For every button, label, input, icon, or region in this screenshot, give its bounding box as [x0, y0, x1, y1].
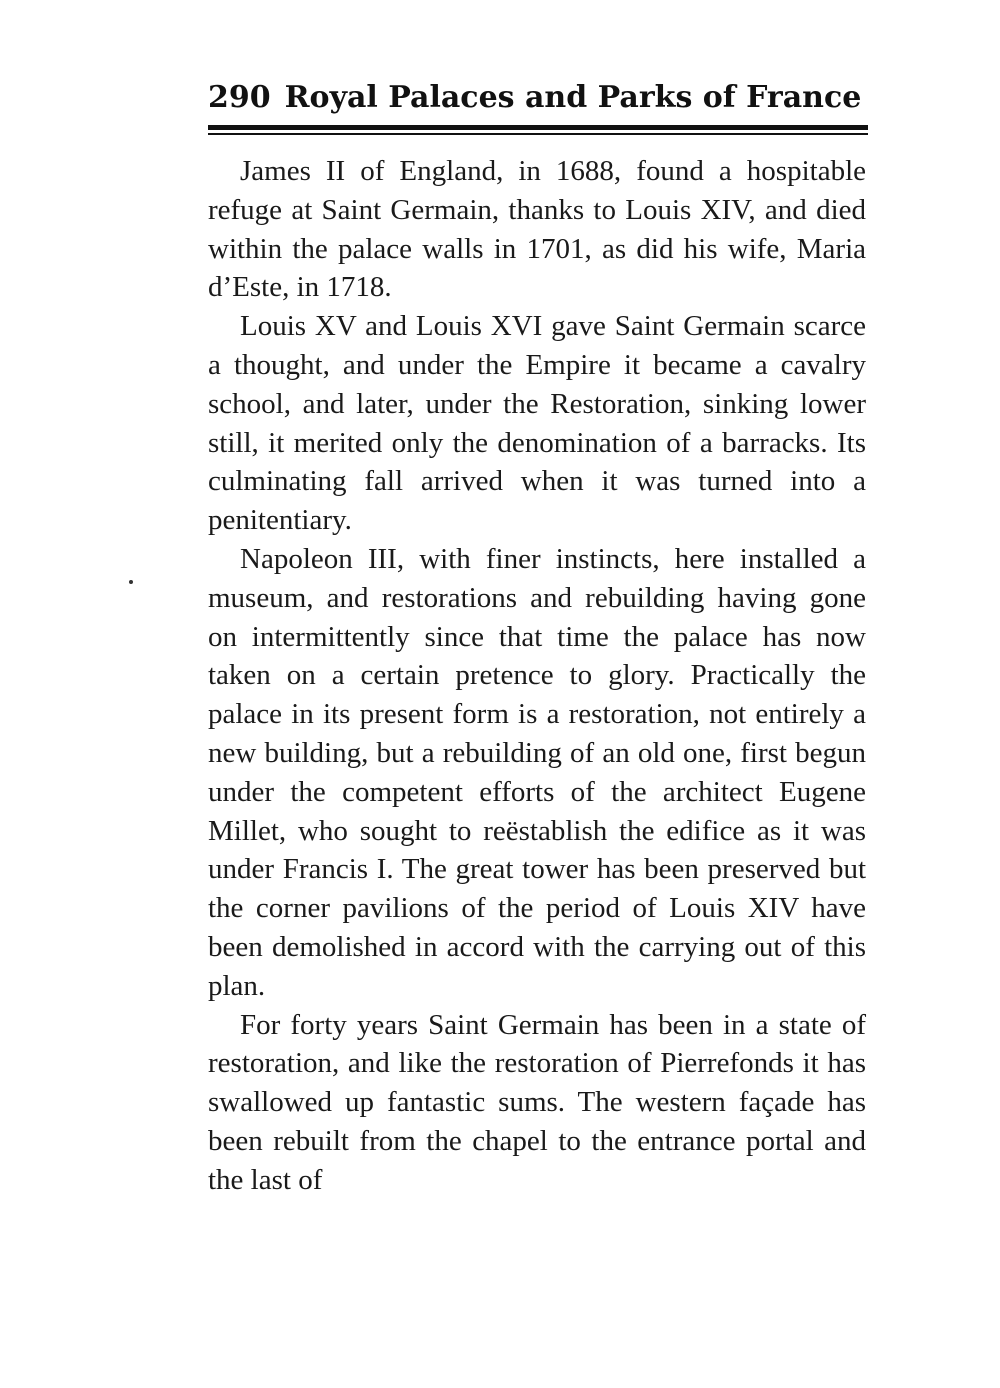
- scan-speck: [129, 580, 133, 584]
- paragraph-4: For forty years Saint Germain has been in a state of restoration, and like the restoration of Pierrefonds it has swallowed up fantastic sums. The western façade has been rebuilt from the chapel to the entrance portal and the last of: [208, 1008, 866, 1196]
- header-rule-thin: [208, 133, 868, 135]
- body-text: [208, 152, 866, 1200]
- paragraph-3: Napoleon III, with finer instincts, here installed a museum, and restorations and rebuilding having gone on intermittently since that time the palace has now taken on a certain pretence to glory. Practically the palace in its present form is a restoration, not entirely a new building, but a rebuilding of an old one, first begun under the competent efforts of the architect Eugene Millet, who sought to reëstablish the edifice as it was under Francis I. The great tower has been preserved but the corner pavilions of the period of Louis XIV have been demolished in accord with the carrying out of this plan.: [208, 542, 866, 1002]
- header-rule-thick: [208, 125, 868, 130]
- paragraph-2: Louis XV and Louis XVI gave Saint Germain scarce a thought, and under the Empire it became a cavalry school, and later, under the Restoration, sinking lower still, it merited only the denomination of a barracks. Its culminating fall arrived when it was turned into a penitentiary.: [208, 310, 866, 537]
- running-title: Royal Palaces and Parks of France: [284, 80, 862, 115]
- running-head: [208, 78, 868, 118]
- page-number: 290: [208, 80, 271, 115]
- paragraph-1: James II of England, in 1688, found a hospitable refuge at Saint Germain, thanks to Louis XIV, and died within the palace walls in 1701, as did his wife, Maria d’Este, in 1718.: [208, 155, 866, 304]
